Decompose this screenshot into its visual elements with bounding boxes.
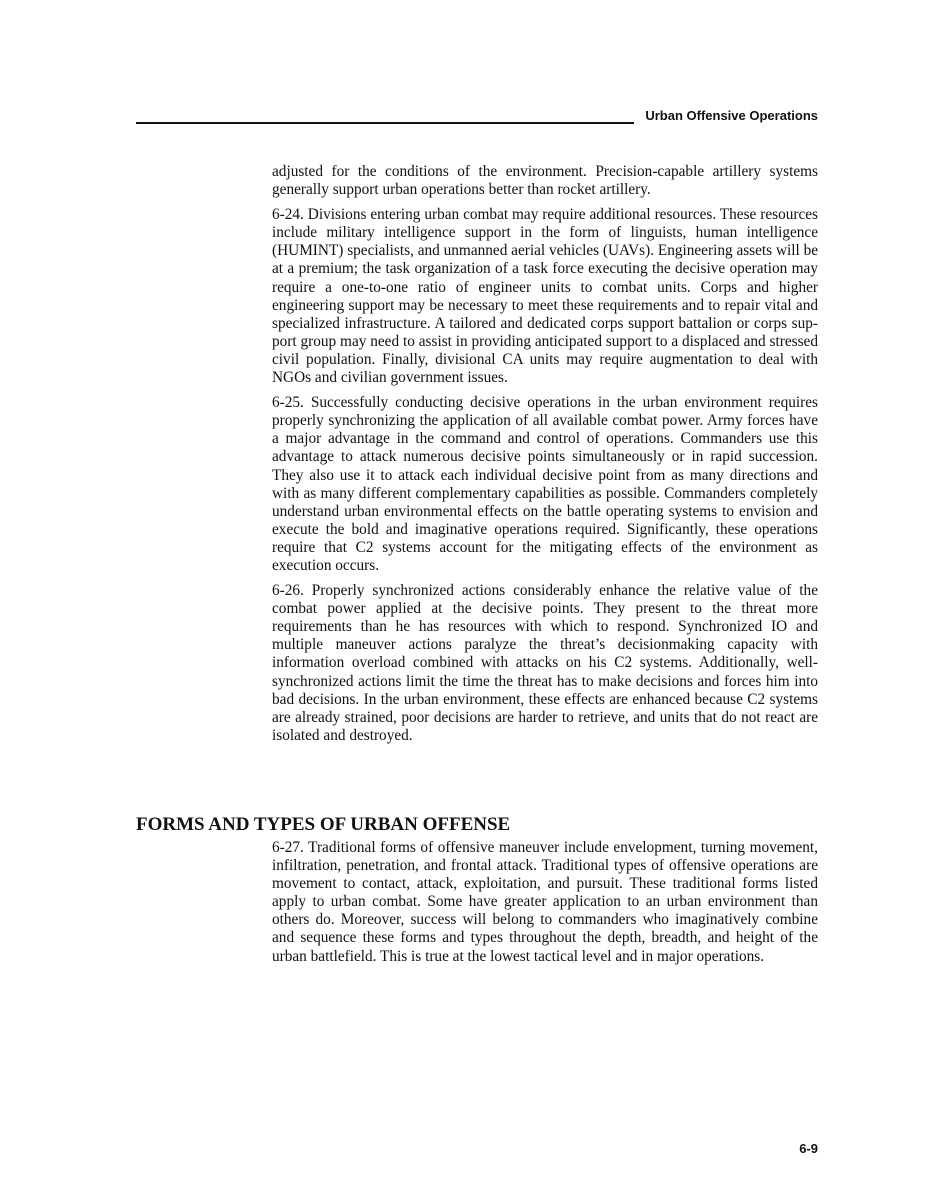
paragraph-6-24: 6-24. Divisions entering urban combat may require additional resources. These resources include military intelligence support in the form of linguists, human intelligence (HUMINT) specialists, and unmanned aerial vehicles (UAVs). Engineering assets will be at a premium; the task organization of a task force executing the decisive operation may require a one-to-one ratio of engineer units to combat units. Corps and higher engineering support may be necessary to meet these requirements and to repair vital and specialized infrastructure. A tailored and dedicated corps support battalion or corps support group may need to assist in providing anticipated support to a displaced and stressed civil population. Finally, divisional CA units may require augmentation to deal with NGOs and civilian government issues. xyxy=(272,206,819,387)
running-header xyxy=(136,107,818,125)
running-title: Urban Offensive Operations xyxy=(645,108,818,123)
header-rule xyxy=(136,122,634,124)
section-heading: FORMS AND TYPES OF URBAN OFFENSE xyxy=(136,814,511,835)
body-text xyxy=(272,163,818,752)
paragraph-6-25: 6-25. Successfully conducting decisive operations in the urban environment requires properly synchronizing the application of all available combat power. Army forces have a major advantage in the command and control of operations. Commanders use this advantage to attack numerous decisive points simultaneously or in rapid succession. They also use it to attack each individual decisive point from as many directions and with as many different complementary capabilities as possible. Commanders completely understand urban environmental effects on the battle operating systems to envision and execute the bold and imaginative operations required. Significantly, these operations require that C2 systems account for the mitigating effects of the environment as execution occurs. xyxy=(272,394,818,574)
paragraph-6-27: 6-27. Traditional forms of offensive maneuver include envelopment, turning movement, infiltration, penetration, and frontal attack. Traditional types of offensive operations are movement to contact, attack, exploitation, and pursuit. These traditional forms listed apply to urban combat. Some have greater application to an urban environment than others do. Moreover, success will belong to commanders who imaginatively combine and sequence these forms and types throughout the depth, breadth, and height of the urban battlefield. This is true at the lowest tactical level and in major operations. xyxy=(272,839,818,965)
paragraph-6-26: 6-26. Properly synchronized actions considerably enhance the relative value of the combat power applied at the decisive points. They present to the threat more requirements than he has resources with which to respond. Synchronized IO and multiple maneuver actions paralyze the threat’s decisionmaking capacity with information overload combined with attacks on his C2 systems. Additionally, well-synchronized actions limit the time the threat has to make decisions and forces him into bad decisions. In the urban environment, these effects are enhanced because C2 systems are already strained, poor decisions are harder to retrieve, and units that do not react are isolated and destroyed. xyxy=(272,582,818,744)
page-number: 6-9 xyxy=(799,1141,818,1156)
section-body xyxy=(272,839,818,966)
paragraph-continued: adjusted for the conditions of the environment. Precision-capable artillery systems generally support urban operations better than rocket artillery. xyxy=(272,163,818,199)
